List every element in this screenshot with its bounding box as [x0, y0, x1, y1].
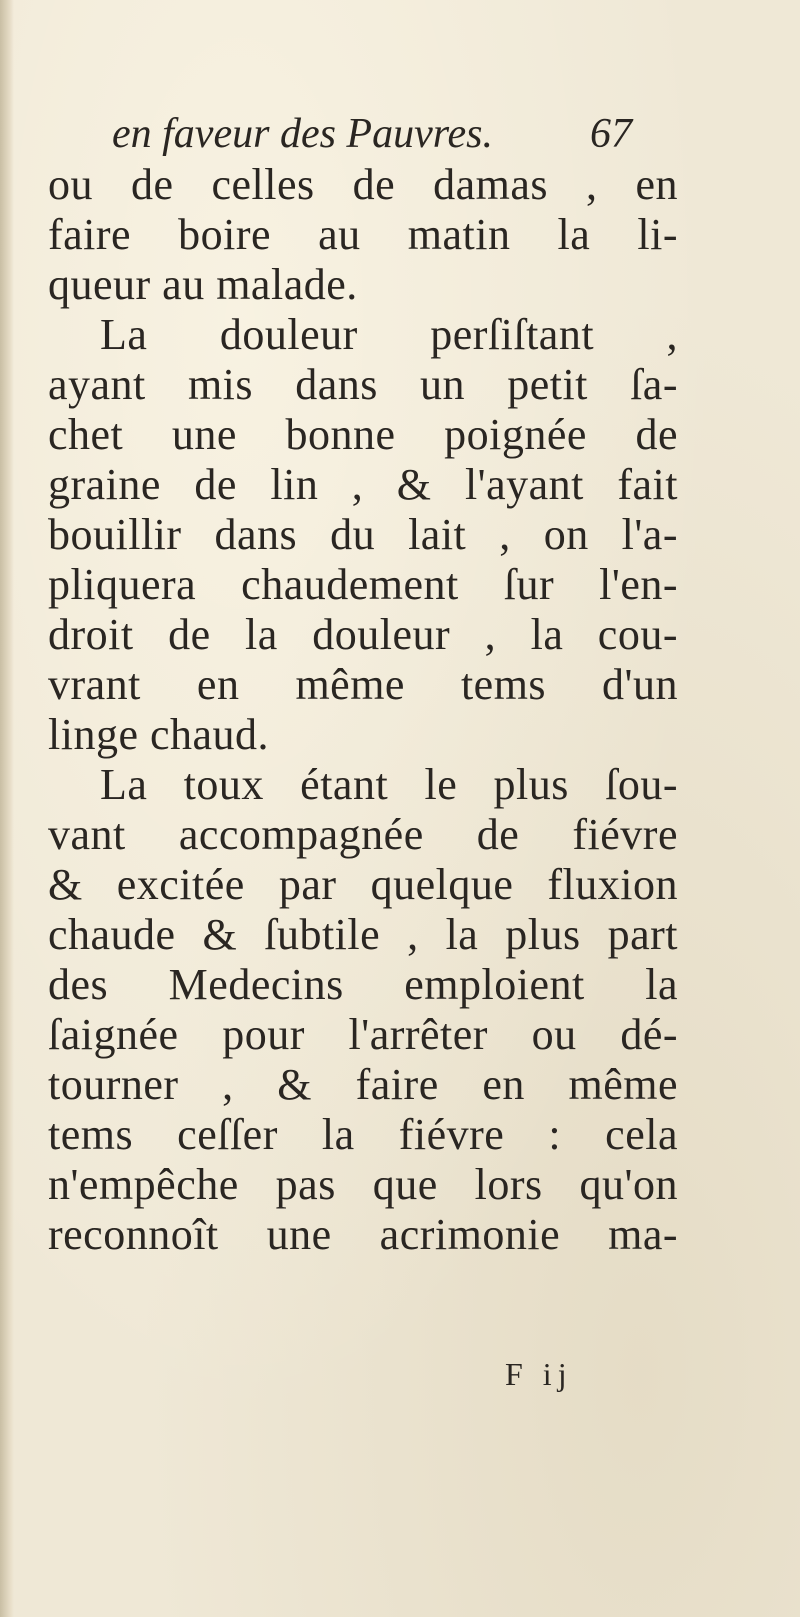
text-line: chaude & ſubtile , la plus part	[48, 910, 678, 959]
text-line: tourner , & faire en même	[48, 1060, 678, 1109]
paragraph-first-line: La douleur perſiſtant ,	[100, 310, 678, 359]
text-line: chet une bonne poignée de	[48, 410, 678, 459]
text-line: vrant en même tems d'un	[48, 660, 678, 709]
running-head-title: en faveur des Pauvres.	[112, 111, 493, 157]
text-line: queur au malade.	[48, 260, 358, 309]
text-line: pliquera chaudement ſur l'en-	[48, 560, 678, 609]
page-gutter-shadow	[0, 0, 14, 1617]
signature-mark: F ij	[505, 1356, 573, 1392]
text-line: faire boire au matin la li-	[48, 210, 678, 259]
text-line: ſaignée pour l'arrêter ou dé-	[48, 1010, 678, 1059]
text-line: ayant mis dans un petit ſa-	[48, 360, 678, 409]
text-line: reconnoît une acrimonie ma-	[48, 1210, 678, 1259]
text-line: & excitée par quelque fluxion	[48, 860, 678, 909]
text-line: tems ceſſer la fiévre : cela	[48, 1110, 678, 1159]
body-text	[48, 160, 678, 1260]
text-line: ou de celles de damas , en	[48, 160, 678, 209]
text-line: des Medecins emploient la	[48, 960, 678, 1009]
text-line: bouillir dans du lait , on l'a-	[48, 510, 678, 559]
text-line: vant accompagnée de fiévre	[48, 810, 678, 859]
text-line: linge chaud.	[48, 710, 270, 759]
paragraph-first-line: La toux étant le plus ſou-	[100, 760, 678, 809]
page-number: 67	[590, 111, 632, 157]
text-line: droit de la douleur , la cou-	[48, 610, 678, 659]
text-line: graine de lin , & l'ayant fait	[48, 460, 678, 509]
running-head	[112, 104, 682, 164]
text-line: n'empêche pas que lors qu'on	[48, 1160, 678, 1209]
